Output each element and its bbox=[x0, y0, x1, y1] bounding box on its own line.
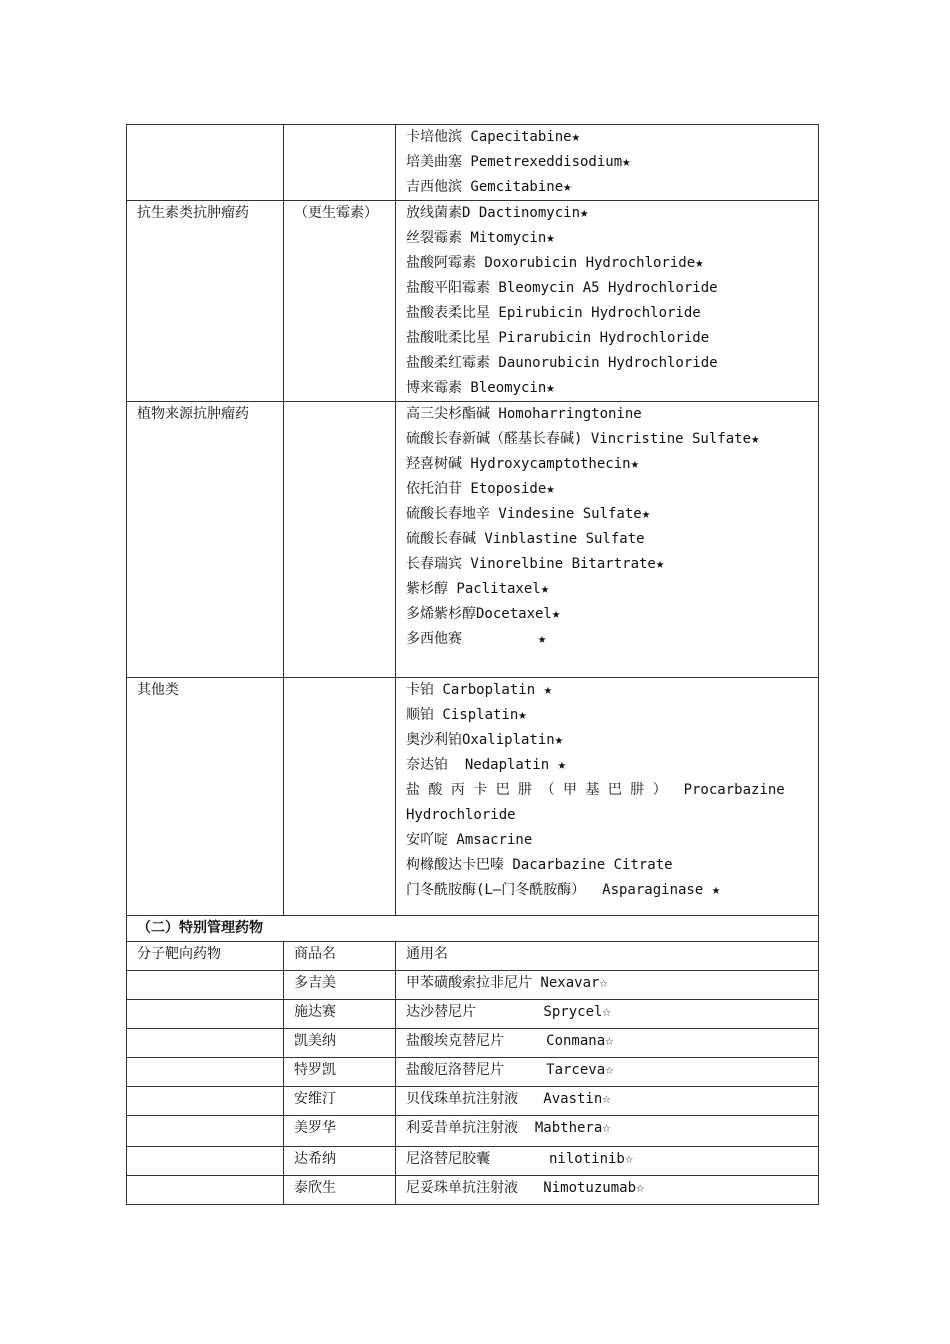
drug-item: 羟喜树碱 Hydroxycamptothecin★ bbox=[406, 456, 640, 472]
category-cell bbox=[127, 125, 284, 201]
note-cell bbox=[284, 125, 396, 201]
drug-item: 紫杉醇 Paclitaxel★ bbox=[406, 581, 550, 597]
drug-item: 盐酸阿霉素 Doxorubicin Hydrochloride★ bbox=[406, 255, 704, 271]
brand-name: 泰欣生 bbox=[284, 1176, 396, 1205]
section-heading: （二）特别管理药物 bbox=[127, 916, 819, 942]
brand-name: 美罗华 bbox=[284, 1116, 396, 1147]
generic-name: 达沙替尼片 Sprycel☆ bbox=[396, 1000, 819, 1029]
generic-name: 尼妥珠单抗注射液 Nimotuzumab☆ bbox=[396, 1176, 819, 1205]
table-header-row bbox=[127, 942, 819, 971]
drug-item-procarbazine-line2: Hydrochloride bbox=[406, 807, 516, 823]
drug-item: 多烯紫杉醇Docetaxel★ bbox=[406, 606, 561, 622]
table-row bbox=[127, 201, 819, 402]
note-cell bbox=[284, 678, 396, 916]
drug-item: 盐酸吡柔比星 Pirarubicin Hydrochloride bbox=[406, 330, 710, 346]
category-cell bbox=[127, 402, 284, 678]
cell-spacer bbox=[406, 903, 810, 915]
generic-name: 盐酸厄洛替尼片 Tarceva☆ bbox=[396, 1058, 819, 1087]
drug-list-cell bbox=[396, 201, 819, 402]
header-category: 分子靶向药物 bbox=[127, 942, 284, 971]
brand-name: 安维汀 bbox=[284, 1087, 396, 1116]
brand-name: 施达赛 bbox=[284, 1000, 396, 1029]
generic-name: 利妥昔单抗注射液 Mabthera☆ bbox=[396, 1116, 819, 1147]
table-row bbox=[127, 125, 819, 201]
empty-cell bbox=[127, 1087, 284, 1116]
table-row bbox=[127, 1147, 819, 1176]
section-heading-row bbox=[127, 916, 819, 942]
drug-item: 盐酸表柔比星 Epirubicin Hydrochloride bbox=[406, 305, 701, 321]
brand-name: 特罗凯 bbox=[284, 1058, 396, 1087]
empty-cell bbox=[127, 1000, 284, 1029]
table-row bbox=[127, 678, 819, 916]
drug-item: 卡铂 Carboplatin ★ bbox=[406, 682, 553, 698]
drug-list-cell bbox=[396, 678, 819, 916]
drug-item-procarbazine-line1: 盐 酸 丙 卡 巴 肼 （ 甲 基 巴 肼 ） Procarbazine bbox=[406, 782, 785, 798]
brand-name: 凯美纳 bbox=[284, 1029, 396, 1058]
drug-item: 硫酸长春新碱（醛基长春碱) Vincristine Sulfate★ bbox=[406, 431, 760, 447]
table-row bbox=[127, 1087, 819, 1116]
drug-item: 高三尖杉酯碱 Homoharringtonine bbox=[406, 406, 642, 422]
drug-table bbox=[126, 124, 819, 1205]
brand-name: 达希纳 bbox=[284, 1147, 396, 1176]
empty-cell bbox=[127, 1176, 284, 1205]
drug-item: 博来霉素 Bleomycin★ bbox=[406, 380, 555, 396]
empty-cell bbox=[127, 1116, 284, 1147]
category-label: 其他类 bbox=[137, 682, 179, 698]
drug-item: 顺铂 Cisplatin★ bbox=[406, 707, 527, 723]
generic-name: 尼洛替尼胶囊 nilotinib☆ bbox=[396, 1147, 819, 1176]
drug-item: 卡培他滨 Capecitabine★ bbox=[406, 129, 581, 145]
table-row bbox=[127, 1029, 819, 1058]
drug-list-cell bbox=[396, 402, 819, 678]
drug-item: 放线菌素D Dactinomycin★ bbox=[406, 205, 589, 221]
category-cell bbox=[127, 201, 284, 402]
drug-item: 盐酸平阳霉素 Bleomycin A5 Hydrochloride bbox=[406, 280, 718, 296]
table-row bbox=[127, 1058, 819, 1087]
brand-name: 多吉美 bbox=[284, 971, 396, 1000]
empty-cell bbox=[127, 971, 284, 1000]
generic-name: 甲苯磺酸索拉非尼片 Nexavar☆ bbox=[396, 971, 819, 1000]
empty-cell bbox=[127, 1147, 284, 1176]
table-row bbox=[127, 1176, 819, 1205]
table-row bbox=[127, 1000, 819, 1029]
table-row bbox=[127, 1116, 819, 1147]
drug-item: 丝裂霉素 Mitomycin★ bbox=[406, 230, 555, 246]
drug-item: 长春瑞宾 Vinorelbine Bitartrate★ bbox=[406, 556, 665, 572]
drug-list-cell bbox=[396, 125, 819, 201]
drug-item: 门冬酰胺酶(L—门冬酰胺酶） Asparaginase ★ bbox=[406, 882, 721, 898]
drug-item: 奥沙利铂Oxaliplatin★ bbox=[406, 732, 564, 748]
empty-cell bbox=[127, 1058, 284, 1087]
header-brand-name: 商品名 bbox=[284, 942, 396, 971]
drug-item: 硫酸长春碱 Vinblastine Sulfate bbox=[406, 531, 645, 547]
note-cell bbox=[284, 201, 396, 402]
drug-table-body bbox=[127, 125, 819, 1205]
drug-item: 奈达铂 Nedaplatin ★ bbox=[406, 757, 567, 773]
cell-spacer bbox=[406, 652, 810, 677]
drug-item: 多西他赛 ★ bbox=[406, 631, 547, 647]
generic-name: 贝伐珠单抗注射液 Avastin☆ bbox=[396, 1087, 819, 1116]
drug-item: 枸橼酸达卡巴嗪 Dacarbazine Citrate bbox=[406, 857, 673, 873]
category-cell bbox=[127, 678, 284, 916]
category-note: （更生霉素） bbox=[294, 205, 378, 221]
generic-name: 盐酸埃克替尼片 Conmana☆ bbox=[396, 1029, 819, 1058]
drug-item: 依托泊苷 Etoposide★ bbox=[406, 481, 555, 497]
drug-item: 培美曲塞 Pemetrexeddisodium★ bbox=[406, 154, 631, 170]
category-label: 植物来源抗肿瘤药 bbox=[137, 406, 249, 422]
drug-item: 盐酸柔红霉素 Daunorubicin Hydrochloride bbox=[406, 355, 718, 371]
category-label: 抗生素类抗肿瘤药 bbox=[137, 205, 249, 221]
drug-item: 硫酸长春地辛 Vindesine Sulfate★ bbox=[406, 506, 651, 522]
table-row bbox=[127, 971, 819, 1000]
note-cell bbox=[284, 402, 396, 678]
table-row bbox=[127, 402, 819, 678]
empty-cell bbox=[127, 1029, 284, 1058]
header-generic-name: 通用名 bbox=[396, 942, 819, 971]
drug-item: 安吖啶 Amsacrine bbox=[406, 832, 533, 848]
drug-item: 吉西他滨 Gemcitabine★ bbox=[406, 179, 572, 195]
